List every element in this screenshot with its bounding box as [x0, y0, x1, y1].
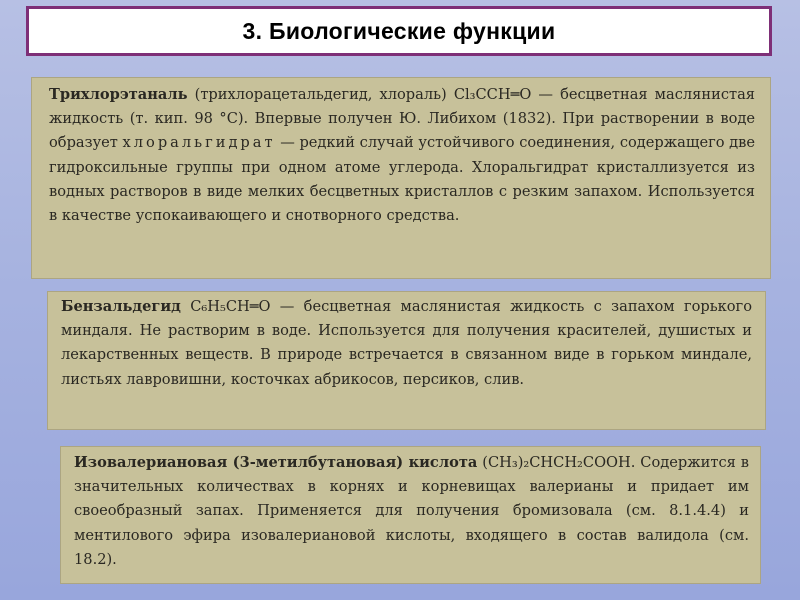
excerpt-term: Бензальдегид [61, 298, 181, 315]
slide-title-box [26, 6, 772, 56]
excerpt-text: (трихлорацетальдегид, хлораль) Cl₃CCH═O — бесцветная маслянистая жидкость (т. кип. 98 °С). Впервые получен Ю. Либихом (1832). При растворении в воде образует [49, 86, 755, 152]
excerpt-term: Изовалериановая (3-метилбутановая) кислота [74, 454, 478, 471]
slide-title: 3. Биологические функции [242, 17, 556, 44]
excerpt-text: (CH₃)₂CHCH₂COOH. Содержится в значительных количествах в корнях и корневищах валерианы и придает им своеобразный запах. Применяется для получения бромизовала (см. 8.1.4.4) и ментилового эфира изовалериановой кислоты, входящего в состав валидола (см. 18.2). [74, 454, 749, 568]
excerpt-isovaleric-acid [60, 446, 761, 584]
excerpt-paragraph [61, 295, 752, 392]
excerpt-text: — редкий случай устойчивого соединения, содержащего две гидроксильные группы при одном атоме углерода. Хлоральгидрат кристаллизуется из водных растворов в виде мелких бесцветных кристаллов с резким запахом. Используется в качестве успокаивающего и снотворного средства. [49, 134, 755, 225]
excerpt-spaced-term: хлоральгидрат [122, 134, 276, 152]
excerpt-paragraph [49, 83, 755, 228]
excerpt-trichloroethanal [31, 77, 771, 279]
excerpt-term: Трихлорэтаналь [49, 86, 188, 103]
excerpt-text: C₆H₅CH═O — бесцветная маслянистая жидкость с запахом горького миндаля. Не растворим в воде. Используется для получения красителей, душистых и лекарственных веществ. В природе встречается в связанном виде в горьком миндале, листьях лавровишни, косточках абрикосов, персиков, слив. [61, 298, 752, 388]
excerpt-benzaldehyde [47, 291, 766, 430]
excerpt-paragraph [74, 451, 749, 572]
